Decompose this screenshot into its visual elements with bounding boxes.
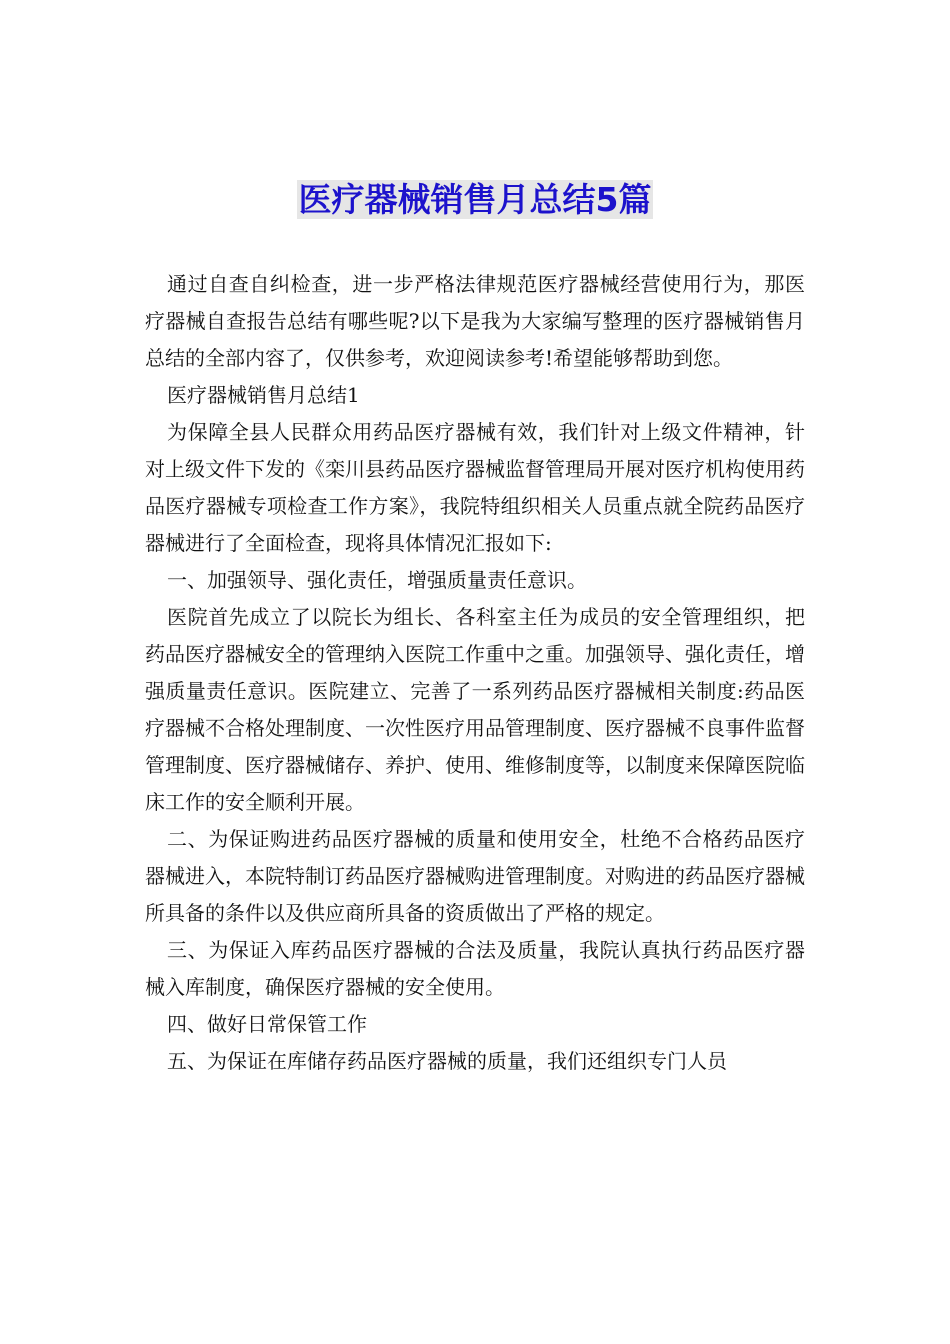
paragraph-background: 为保障全县人民群众用药品医疗器械有效，我们针对上级文件精神，针对上级文件下发的《栾川县药品医疗器械监督管理局开展对医疗机构使用药品医疗器械专项检查工作方案》，我院特组织相关人员重点就全院药品医疗器械进行了全面检查，现将具体情况汇报如下: xyxy=(145,420,805,555)
paragraph-intro: 通过自查自纠检查，进一步严格法律规范医疗器械经营使用行为，那医疗器械自查报告总结有哪些呢?以下是我为大家编写整理的医疗器械销售月总结的全部内容了，仅供参考，欢迎阅读参考!希望能够帮助到您。 xyxy=(145,272,805,370)
section-heading-1: 医疗器械销售月总结1 xyxy=(167,383,360,407)
document-body xyxy=(145,266,805,1080)
paragraph-item-2: 二、为保证购进药品医疗器械的质量和使用安全，杜绝不合格药品医疗器械进入，本院特制订药品医疗器械购进管理制度。对购进的药品医疗器械所具备的条件以及供应商所具备的资质做出了严格的规定。 xyxy=(145,827,805,925)
paragraph-item-1-heading: 一、加强领导、强化责任，增强质量责任意识。 xyxy=(167,568,587,592)
document-title xyxy=(0,176,950,224)
document-title-text: 医疗器械销售月总结5篇 xyxy=(298,180,652,219)
paragraph-item-1-body: 医院首先成立了以院长为组长、各科室主任为成员的安全管理组织，把药品医疗器械安全的管理纳入医院工作重中之重。加强领导、强化责任，增强质量责任意识。医院建立、完善了一系列药品医疗器械相关制度:药品医疗器械不合格处理制度、一次性医疗用品管理制度、医疗器械不良事件监督管理制度、医疗器械储存、养护、使用、维修制度等，以制度来保障医院临床工作的安全顺利开展。 xyxy=(145,605,805,814)
paragraph-item-3: 三、为保证入库药品医疗器械的合法及质量，我院认真执行药品医疗器械入库制度，确保医疗器械的安全使用。 xyxy=(145,938,805,999)
paragraph-item-4: 四、做好日常保管工作 xyxy=(167,1012,367,1036)
paragraph-item-5: 五、为保证在库储存药品医疗器械的质量，我们还组织专门人员 xyxy=(167,1049,727,1073)
